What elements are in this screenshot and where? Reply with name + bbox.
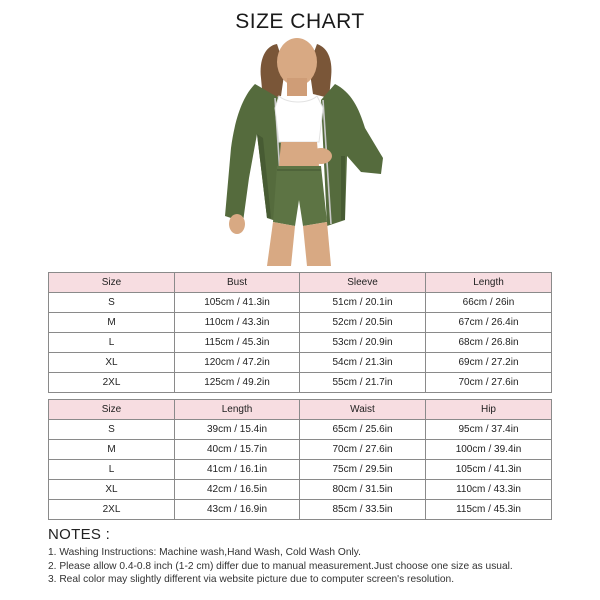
table-row	[49, 440, 552, 460]
note-item: 3. Real color may slightly different via website picture due to computer screen's resolution.	[48, 574, 455, 586]
table-cell: 70cm / 27.6in	[300, 440, 426, 460]
page-title: SIZE CHART	[235, 10, 365, 33]
table-cell: 70cm / 27.6in	[426, 373, 552, 393]
table-cell: 42cm / 16.5in	[175, 480, 300, 500]
notes-title: NOTES :	[48, 526, 111, 543]
table-cell: 80cm / 31.5in	[300, 480, 426, 500]
header-cell: Hip	[426, 400, 552, 420]
table-cell: 69cm / 27.2in	[426, 353, 552, 373]
table-cell: 110cm / 43.3in	[175, 313, 300, 333]
table-cell: 67cm / 26.4in	[426, 313, 552, 333]
table-header-row	[49, 273, 552, 293]
header-cell: Size	[49, 400, 175, 420]
table-cell: 105cm / 41.3in	[426, 460, 552, 480]
table-row	[49, 500, 552, 520]
table-cell: 75cm / 29.5in	[300, 460, 426, 480]
table-cell: L	[49, 460, 175, 480]
table-cell: 39cm / 15.4in	[175, 420, 300, 440]
product-photo	[185, 38, 410, 266]
table-cell: 66cm / 26in	[426, 293, 552, 313]
table-cell: 110cm / 43.3in	[426, 480, 552, 500]
table-cell: 105cm / 41.3in	[175, 293, 300, 313]
table-cell: 2XL	[49, 500, 175, 520]
table-row	[49, 353, 552, 373]
table-cell: XL	[49, 480, 175, 500]
table-cell: 115cm / 45.3in	[175, 333, 300, 353]
table-cell: 2XL	[49, 373, 175, 393]
table-cell: 85cm / 33.5in	[300, 500, 426, 520]
bottom-size-table	[48, 399, 552, 520]
table-cell: 51cm / 20.1in	[300, 293, 426, 313]
table-cell: 52cm / 20.5in	[300, 313, 426, 333]
table-cell: 40cm / 15.7in	[175, 440, 300, 460]
table-row	[49, 420, 552, 440]
table-row	[49, 460, 552, 480]
table-cell: 54cm / 21.3in	[300, 353, 426, 373]
table-cell: 65cm / 25.6in	[300, 420, 426, 440]
table-cell: 100cm / 39.4in	[426, 440, 552, 460]
notes-section	[48, 526, 593, 587]
table-cell: 120cm / 47.2in	[175, 353, 300, 373]
table-cell: M	[49, 313, 175, 333]
table-row	[49, 373, 552, 393]
header-cell: Size	[49, 273, 175, 293]
table-cell: 115cm / 45.3in	[426, 500, 552, 520]
table-header-row	[49, 400, 552, 420]
header-cell: Sleeve	[300, 273, 426, 293]
table-cell: 125cm / 49.2in	[175, 373, 300, 393]
header-cell: Waist	[300, 400, 426, 420]
table-cell: L	[49, 333, 175, 353]
top-size-table	[48, 272, 552, 393]
header-cell: Bust	[175, 273, 300, 293]
table-cell: 41cm / 16.1in	[175, 460, 300, 480]
note-item: 2. Please allow 0.4-0.8 inch (1-2 cm) differ due to manual measurement.Just choose one size as usual.	[48, 560, 513, 572]
table-cell: 95cm / 37.4in	[426, 420, 552, 440]
table-row	[49, 313, 552, 333]
table-row	[49, 293, 552, 313]
table-cell: XL	[49, 353, 175, 373]
note-item: 1. Washing Instructions: Machine wash,Hand Wash, Cold Wash Only.	[48, 547, 361, 558]
table-cell: S	[49, 420, 175, 440]
header-cell: Length	[426, 273, 552, 293]
table-cell: S	[49, 293, 175, 313]
table-row	[49, 333, 552, 353]
table-cell: 43cm / 16.9in	[175, 500, 300, 520]
table-cell: 55cm / 21.7in	[300, 373, 426, 393]
header-cell: Length	[175, 400, 300, 420]
table-cell: 53cm / 20.9in	[300, 333, 426, 353]
table-cell: 68cm / 26.8in	[426, 333, 552, 353]
table-row	[49, 480, 552, 500]
table-cell: M	[49, 440, 175, 460]
